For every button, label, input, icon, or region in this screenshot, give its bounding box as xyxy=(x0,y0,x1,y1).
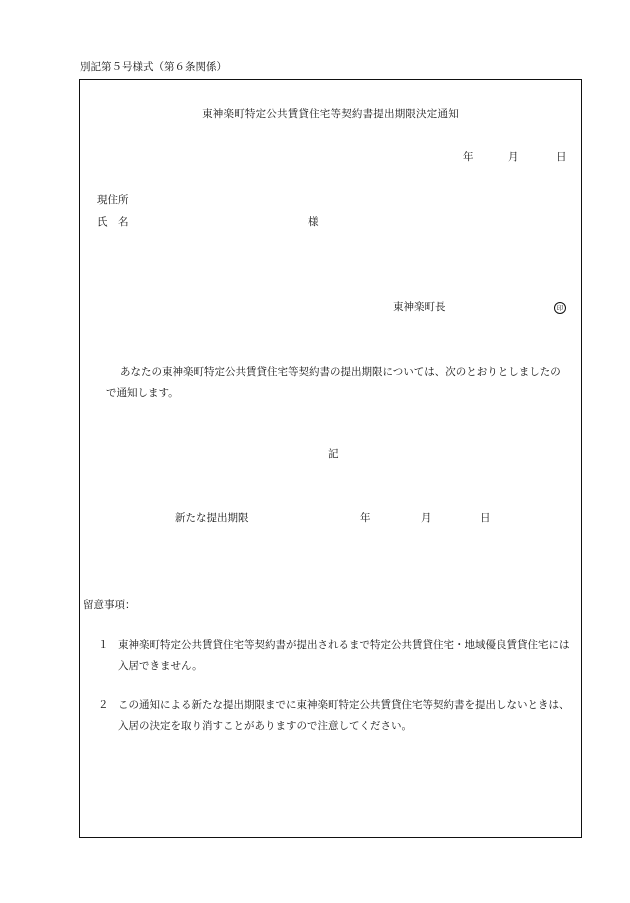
date-year: 年 xyxy=(463,151,474,163)
honorific: 様 xyxy=(308,216,319,228)
note-text: この通知による新たな提出期限までに東神楽町特定公共賃貸住宅等契約書を提出しないときは、入居の決定を取り消すことがありますので注意してください。 xyxy=(118,699,570,732)
issuer-title: 東神楽町長 xyxy=(393,301,446,313)
deadline-month: 月 xyxy=(421,512,432,524)
note-number: ２ xyxy=(98,699,109,711)
note-item xyxy=(98,695,572,737)
date-month: 月 xyxy=(508,151,519,163)
note-number: １ xyxy=(98,639,109,651)
deadline-label: 新たな提出期限 xyxy=(175,512,249,524)
note-item xyxy=(98,635,572,677)
notice-title: 東神楽町特定公共賃貸住宅等契約書提出期限決定通知 xyxy=(202,108,459,120)
deadline-year: 年 xyxy=(360,512,371,524)
form-number-label: 別記第５号様式（第６条関係） xyxy=(80,61,227,73)
record-heading: 記 xyxy=(328,448,339,460)
seal-mark xyxy=(554,300,566,314)
notice-frame xyxy=(79,79,582,838)
notice-body: あなたの東神楽町特定公共賃貸住宅等契約書の提出期限については、次のとおりとしましたので通知します。 xyxy=(106,366,561,399)
name-label: 氏 名 xyxy=(97,216,129,228)
address-label: 現住所 xyxy=(97,194,129,206)
date-day: 日 xyxy=(556,151,567,163)
seal-icon: 印 xyxy=(554,302,566,314)
note-text: 東神楽町特定公共賃貸住宅等契約書が提出されるまで特定公共賃貸住宅・地域優良賃貸住宅には入居できません。 xyxy=(118,639,570,672)
notes-heading: 留意事項： xyxy=(83,599,136,611)
deadline-day: 日 xyxy=(480,512,491,524)
